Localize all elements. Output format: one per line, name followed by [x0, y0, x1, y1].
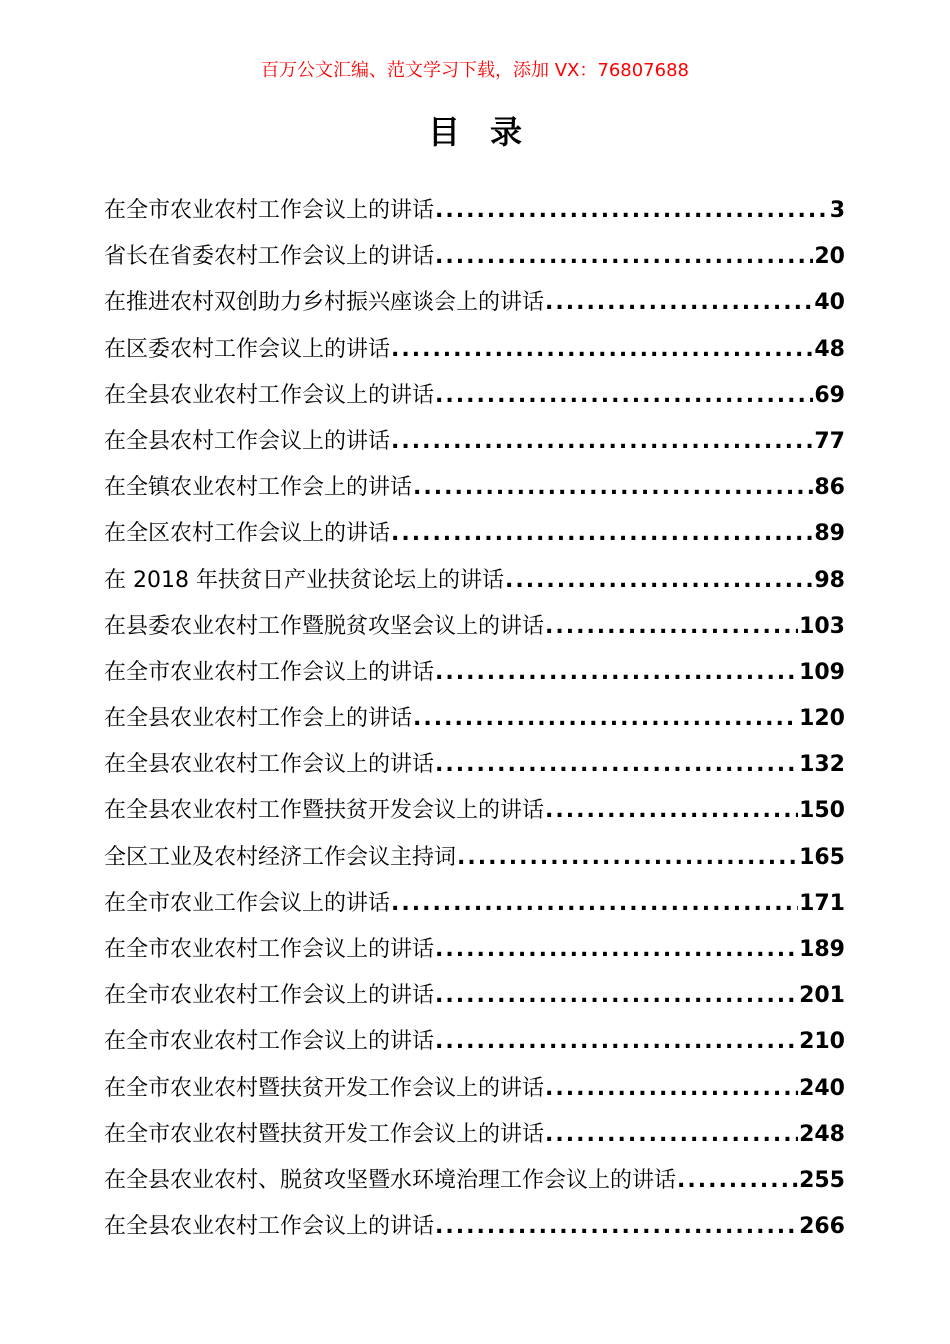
toc-entry[interactable]: [104, 604, 845, 650]
toc-dot-leader: [435, 188, 829, 234]
toc-entry[interactable]: [104, 835, 845, 881]
toc-entry-page-number: 255: [799, 1167, 845, 1193]
toc-dot-leader: [457, 835, 798, 881]
toc-entry-page-number: 40: [814, 290, 845, 316]
toc-entry-title: 在全市农业农村工作会议上的讲话: [104, 937, 435, 962]
toc-entry-title: 在全区农村工作会议上的讲话: [104, 521, 391, 547]
toc-dot-leader: [435, 1019, 798, 1065]
toc-entry[interactable]: [104, 511, 845, 557]
toc-entry[interactable]: [104, 1019, 845, 1065]
toc-entry[interactable]: [104, 419, 845, 465]
toc-dot-leader: [505, 558, 813, 604]
toc-dot-leader: [435, 973, 798, 1019]
header-note: 百万公文汇编、范文学习下载，添加 VX：76807688: [261, 60, 689, 81]
toc-entry-page-number: 266: [799, 1214, 845, 1240]
toc-entry-page-number: 165: [799, 844, 845, 870]
toc-dot-leader: [677, 1158, 798, 1204]
toc-entry[interactable]: [104, 1112, 845, 1158]
toc-entry-title: 在全市农业农村工作会议上的讲话: [104, 1029, 435, 1055]
toc-title: 目录: [427, 113, 552, 151]
toc-entry[interactable]: [104, 280, 845, 326]
toc-dot-leader: [545, 1112, 798, 1158]
toc-entry[interactable]: [104, 650, 845, 696]
toc-entry[interactable]: [104, 742, 845, 788]
toc-entry-page-number: 120: [799, 706, 845, 732]
toc-dot-leader: [545, 280, 813, 326]
toc-entry-title: 在区委农村工作会议上的讲话: [104, 336, 391, 362]
toc-dot-leader: [413, 696, 798, 742]
toc-entry-page-number: 248: [799, 1121, 845, 1147]
toc-entry[interactable]: [104, 465, 845, 511]
toc-entry-title: 在全县农业农村、脱贫攻坚暨水环境治理工作会议上的讲话: [104, 1167, 677, 1193]
toc-entry[interactable]: [104, 1158, 845, 1204]
toc-entry[interactable]: [104, 881, 845, 927]
toc-entry-page-number: 89: [814, 521, 845, 547]
toc-entry-page-number: 20: [814, 244, 845, 270]
toc-entry-page-number: 240: [799, 1075, 845, 1101]
toc-entry-title: 在全县农业农村工作会议上的讲话: [104, 752, 435, 778]
toc-entry-title: 在全市农业农村工作会议上的讲话: [104, 659, 435, 685]
toc-entry-title: 在县委农业农村工作暨脱贫攻坚会议上的讲话: [104, 613, 545, 639]
toc-entry-title: 在全市农业工作会议上的讲话: [104, 890, 391, 916]
toc-entry-title: 在全县农村工作会议上的讲话: [104, 428, 391, 454]
toc-entry[interactable]: [104, 973, 845, 1019]
toc-entry-page-number: 98: [814, 567, 845, 593]
toc-dot-leader: [413, 465, 813, 511]
toc-dot-leader: [435, 650, 798, 696]
toc-dot-leader: [545, 1066, 798, 1112]
toc-entry-page-number: 132: [799, 752, 845, 778]
toc-entry-page-number: 3: [829, 198, 845, 223]
toc-dot-leader: [435, 1204, 798, 1250]
toc-entry[interactable]: [104, 234, 845, 280]
toc-entry-title: 在全县农业农村工作会议上的讲话: [104, 382, 435, 408]
toc-entry-page-number: 109: [799, 659, 845, 685]
toc-entry-title: 在全市农业农村工作会议上的讲话: [104, 198, 435, 223]
toc-entry[interactable]: [104, 327, 845, 373]
toc-dot-leader: [435, 373, 813, 419]
toc-dot-leader: [391, 511, 813, 557]
toc-entry[interactable]: [104, 188, 845, 234]
toc-dot-leader: [391, 327, 813, 373]
toc-list: [104, 188, 845, 1250]
toc-entry-title: 省长在省委农村工作会议上的讲话: [104, 244, 435, 270]
toc-entry-page-number: 210: [799, 1029, 845, 1055]
toc-entry-title: 在全县农业农村工作会上的讲话: [104, 706, 413, 732]
toc-entry-title: 在全市农业农村暨扶贫开发工作会议上的讲话: [104, 1121, 545, 1147]
toc-entry-title: 在全县农业农村工作暨扶贫开发会议上的讲话: [104, 798, 545, 824]
toc-dot-leader: [435, 742, 798, 788]
toc-entry[interactable]: [104, 927, 845, 973]
toc-entry-page-number: 86: [814, 475, 845, 501]
toc-dot-leader: [391, 419, 813, 465]
toc-entry-title: 在全市农业农村工作会议上的讲话: [104, 983, 435, 1009]
toc-entry-page-number: 48: [814, 336, 845, 362]
toc-dot-leader: [435, 234, 813, 280]
toc-entry-page-number: 103: [799, 613, 845, 639]
toc-entry-title: 在全镇农业农村工作会上的讲话: [104, 475, 413, 501]
toc-entry-title: 在推进农村双创助力乡村振兴座谈会上的讲话: [104, 290, 545, 316]
toc-dot-leader: [435, 927, 798, 973]
toc-entry-page-number: 201: [799, 983, 845, 1009]
toc-dot-leader: [391, 881, 798, 927]
toc-entry-page-number: 171: [799, 890, 845, 916]
toc-entry[interactable]: [104, 1066, 845, 1112]
toc-entry[interactable]: [104, 696, 845, 742]
toc-dot-leader: [545, 788, 798, 834]
toc-entry-page-number: 77: [814, 428, 845, 454]
toc-entry-page-number: 69: [814, 382, 845, 408]
toc-dot-leader: [545, 604, 798, 650]
toc-entry[interactable]: [104, 1204, 845, 1250]
toc-entry-title: 在 2018 年扶贫日产业扶贫论坛上的讲话: [104, 567, 504, 593]
toc-entry-title: 在全县农业农村工作会议上的讲话: [104, 1214, 435, 1240]
toc-entry[interactable]: [104, 558, 845, 604]
toc-entry-title: 全区工业及农村经济工作会议主持词: [104, 844, 457, 870]
toc-entry-page-number: 189: [799, 937, 845, 962]
toc-entry-page-number: 150: [799, 798, 845, 824]
toc-entry[interactable]: [104, 373, 845, 419]
toc-entry[interactable]: [104, 788, 845, 834]
toc-entry-title: 在全市农业农村暨扶贫开发工作会议上的讲话: [104, 1075, 545, 1101]
